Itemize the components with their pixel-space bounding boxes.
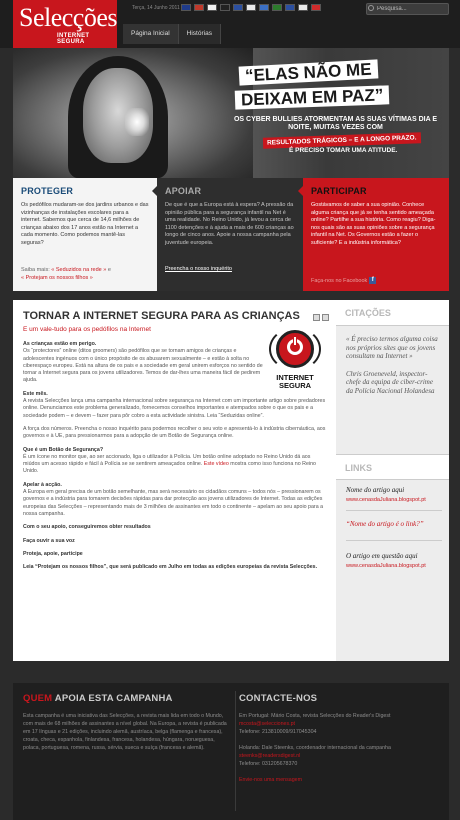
- footer-about: [23, 693, 228, 752]
- apoiar-title: APOIAR: [165, 186, 202, 196]
- hero-call-to-action: É PRECISO TOMAR UMA ATITUDE.: [289, 147, 398, 154]
- article-p7: [23, 538, 326, 545]
- contact-pt-email[interactable]: mcosta@selecciones.pt: [239, 721, 296, 727]
- survey-link[interactable]: Preencha o nosso inquérito: [165, 266, 232, 272]
- footer-contact: [239, 693, 439, 784]
- participar-panel: [303, 178, 449, 291]
- article-p3: A força dos números. Preencha o nosso inquérito para podermos recolher o seu voto e apresentá-lo à indústria cibernáutica, aos governos e à UE, para pressionarmos para a adopção de um Botão de Segurança online.: [23, 425, 326, 440]
- link-1-url[interactable]: www.cenasdaJuliana.blogspot.pt: [346, 497, 426, 503]
- de-flag[interactable]: [220, 4, 230, 11]
- main-nav: [123, 24, 221, 44]
- article-p4: [23, 447, 326, 476]
- badge-label: INTERNET SEGURA: [276, 373, 314, 390]
- nl-flag[interactable]: [194, 4, 204, 11]
- article-p6: [23, 524, 326, 531]
- p4-heading: Que é um Botão de Segurança?: [23, 446, 104, 453]
- facebook-icon[interactable]: f: [369, 277, 376, 284]
- article-p8: [23, 551, 326, 558]
- citation-quote: « É preciso termos alguma coisa nos próprios sítes que os jovens consultam na Internet »: [346, 335, 438, 360]
- proteger-foot-prefix: Saiba mais:: [21, 267, 52, 273]
- footer-about-title-rest: APOIA ESTA CAMPANHA: [52, 693, 173, 704]
- proteger-links: [21, 266, 111, 282]
- links-title: LINKS: [336, 454, 449, 480]
- p4-text: É um ícone no monitor que, ao ser accionado, liga o utilizador à Polícia. Um botão online adoptado no Reino Unido dá aos miúdos um acesso rápido e fácil à Polícia se se sentirem ameaçados online.: [23, 453, 311, 468]
- p1-text: Os “protectores” online (ditos groomers) são pedófilos que se tornam amigos de crianças e adolescentes ingénuos com o único propósito de os abusarem sexualmente – e estão à solta no ciberespaço europeu. Está na altura de os pais e a sociedade em geral unirem esforços no sentido de tornar a Internet segura para os jovens utilizadores. Temos de dar-lhes uma maneira fácil de pedirem ajuda.: [23, 348, 263, 384]
- article-p5: [23, 482, 326, 518]
- p8-text: Proteja, apoie, participe: [23, 550, 83, 557]
- p2-text: A revista Selecções lança uma campanha internacional sobre segurança na Internet com um importante artigo sobre predadores online. Denunciamos este problema generalizado, fornecemos conselhos importantes e atempados sobre o que os pais e a sociedade podem – e devem – fazer para pôr cobro a esta actividade sinistra. Leia “Seduzidas online”.: [23, 398, 326, 419]
- contact-pt-phone: Telefone: 213810009/917045304: [239, 729, 317, 735]
- hero-highlight: RESULTADOS TRÁGICOS – E A LONGO PRAZO.: [263, 132, 421, 148]
- link-1-text[interactable]: Nome do artigo aqui: [346, 486, 405, 494]
- sidebar-link-1[interactable]: [346, 486, 442, 504]
- hero-banner: [13, 48, 449, 178]
- p5-text: A Europa em geral precisa de um botão semelhante, mas será necessário os cidadãos comuns – todos nós – pressionarem os governos e a indústria para tomarem decisões rápidas para dar protecção aos jovens utilizadores de Internet. Todas as edições europeias das Selecções – representando mais de 3 milhões de assinantes em todo o continente – apelam ao seu apoio para a nossa campanha.: [23, 489, 324, 517]
- link-3-text[interactable]: O artigo em questão aqui: [346, 552, 418, 560]
- hero-tagline: OS CYBER BULLIES ATORMENTAM AS SUAS VÍTIMAS DIA E NOITE, MUITAS VEZES COM: [233, 116, 437, 131]
- arrow-icon: [298, 186, 303, 196]
- link-3-url[interactable]: www.cenasdaJuliana.blogspot.pt: [346, 563, 426, 569]
- pl-flag[interactable]: [207, 4, 217, 11]
- p2-heading: Este mês.: [23, 390, 48, 397]
- article: [13, 300, 336, 661]
- citations-title: CITAÇÕES: [336, 300, 449, 326]
- contact-pt: Em Portugal: Mário Costa, revista Selecções do Reader's Digest: [239, 713, 391, 719]
- p4-tail: mostra como isso funciona no Reino Unido.: [23, 461, 316, 475]
- language-flags: [181, 4, 321, 11]
- power-bar: [293, 336, 297, 346]
- sidebar-link-3[interactable]: [346, 552, 442, 570]
- search-icon: [368, 5, 374, 11]
- seduzidos-link[interactable]: « Seduzidos na rede »: [51, 267, 107, 273]
- hero-headline-2: DEIXAM EM PAZ”: [235, 85, 390, 109]
- citation-author: Chris Groeneveld, inspector-chefe da equipa de ciber-crime da Polícia Nacional Holandesa: [346, 369, 435, 395]
- footer-about-title: [23, 693, 228, 704]
- sidebar-link-2[interactable]: [346, 520, 442, 528]
- print-icon[interactable]: [313, 314, 320, 321]
- p7-text: Faça ouvir a sua voz: [23, 537, 75, 544]
- article-subtitle: E um vale-tudo para os pedófilos na Internet: [23, 326, 151, 333]
- footer-divider: [235, 691, 236, 811]
- email-icon[interactable]: [322, 314, 329, 321]
- proteger-title: PROTEGER: [21, 186, 74, 196]
- link-2-text[interactable]: “Nome do artigo é o link?”: [346, 520, 424, 528]
- protejam-link[interactable]: « Protejam os nossos filhos »: [21, 275, 93, 281]
- article-intro: [23, 341, 268, 385]
- participar-title: PARTICIPAR: [311, 186, 367, 196]
- p9-text: Leia “Protejam os nossos filhos”, que será publicado em Julho em todas as edições europeias da revista Selecções.: [23, 564, 318, 571]
- footer: [13, 683, 449, 820]
- phone-screen-glow: [125, 108, 149, 136]
- footer-about-title-q: QUEM: [23, 693, 53, 704]
- p5-heading: Apelar à acção.: [23, 481, 62, 488]
- ru-flag[interactable]: [298, 4, 308, 11]
- uk-flag[interactable]: [181, 4, 191, 11]
- proteger-text: Os pedófilos mudaram-se dos jardins urbanos e das vizinhanças de instalações escolares para a internet. Sabemos que cerca de 14,6 milhões de crianças abaixo dos 17 anos estão na Internet a cada momento. Como podemos mantê-las seguras?: [21, 202, 149, 246]
- top-bar: [0, 0, 460, 48]
- search-input[interactable]: [366, 3, 449, 15]
- article-tools: [313, 314, 329, 321]
- contact-nl: Holanda: Dale Steenks, coordenador internacional da campanha: [239, 745, 391, 751]
- proteger-panel: [13, 178, 157, 291]
- sidebar: [336, 300, 449, 661]
- send-message-link[interactable]: Envie-nos uma mensagem: [239, 777, 303, 783]
- gr-flag[interactable]: [259, 4, 269, 11]
- contact-nl-email[interactable]: steenks@readersdigest.nl: [239, 753, 301, 759]
- facebook-link-row[interactable]: [311, 277, 376, 284]
- contact-nl-phone: Telefone: 031205678370: [239, 761, 298, 767]
- footer-about-text: Esta campanha é uma iniciativa das Selecções, a revista mais lida em todo o Mundo, com mais de 68 milhões de assinantes a nível global. Na Europa, a revista é publicada em 17 línguas e 21 edições, incluindo alemã, austríaca, belga (flamenga e francesa), croata, checa, espanhola, finlandesa, francesa, holandesa, húngara, norueguesa, polaca, portuguesa, romena, russa, sérvia, sueca e suíça (francesa e alemã).: [23, 713, 227, 751]
- apoiar-panel: [157, 178, 303, 291]
- footer-contact-text: [239, 712, 439, 784]
- article-title: TORNAR A INTERNET SEGURA PARA AS CRIANÇAS: [23, 310, 300, 322]
- nav-home[interactable]: Página Inicial: [123, 24, 179, 44]
- feature-columns: [13, 178, 449, 291]
- footer-contact-title: CONTACTE-NOS: [239, 693, 318, 704]
- site-logo[interactable]: [13, 0, 117, 48]
- current-date: Terça, 14 Junho 2011: [132, 5, 180, 11]
- si-flag[interactable]: [311, 4, 321, 11]
- hero-headline-1: “ELAS NÃO ME: [239, 59, 378, 85]
- fr-flag[interactable]: [233, 4, 243, 11]
- logo-subtitle: INTERNET SEGURA: [57, 33, 90, 45]
- article-p9: [23, 564, 326, 571]
- arrow-icon: [152, 186, 157, 196]
- ro-flag[interactable]: [285, 4, 295, 11]
- link-divider: [346, 510, 442, 511]
- proteger-foot-and: e: [106, 267, 111, 273]
- nav-stories[interactable]: Histórias: [179, 24, 221, 44]
- video-link[interactable]: Este vídeo: [203, 461, 229, 468]
- facebook-link[interactable]: Faça-nos no Facebook: [311, 277, 368, 284]
- p1-heading: As crianças estão em perigo.: [23, 341, 97, 347]
- apoiar-text: De que é que a Europa está à espera? A pressão da opinião pública para a segurança infantil na Net é uma realidade. No Reino Unido, já levou a cerca de 1100 detenções e à ajuda a mais de 600 crianças ao longo de cinco anos. Apoie a nossa campanha pela juventude europeia.: [165, 202, 294, 246]
- link-divider: [346, 540, 442, 541]
- hero-photo: [13, 48, 253, 178]
- internet-segura-badge: [269, 330, 321, 398]
- fi-flag[interactable]: [246, 4, 256, 11]
- participar-text: Gostávamos de saber a sua opinião. Conhece alguma criança que já se tenha sentido ameaçada online? Partilhe a sua história. Como reagiu? Diga-nos quais são as suas opiniões sobre a segurança infantil na Net. Os Governos estão a fazer o suficiente? E a indústria informática?: [311, 202, 436, 246]
- p6-text: Com o seu apoio, conseguiremos obter resultados: [23, 524, 151, 531]
- pt-flag[interactable]: [272, 4, 282, 11]
- logo-title: Selecções: [19, 3, 118, 32]
